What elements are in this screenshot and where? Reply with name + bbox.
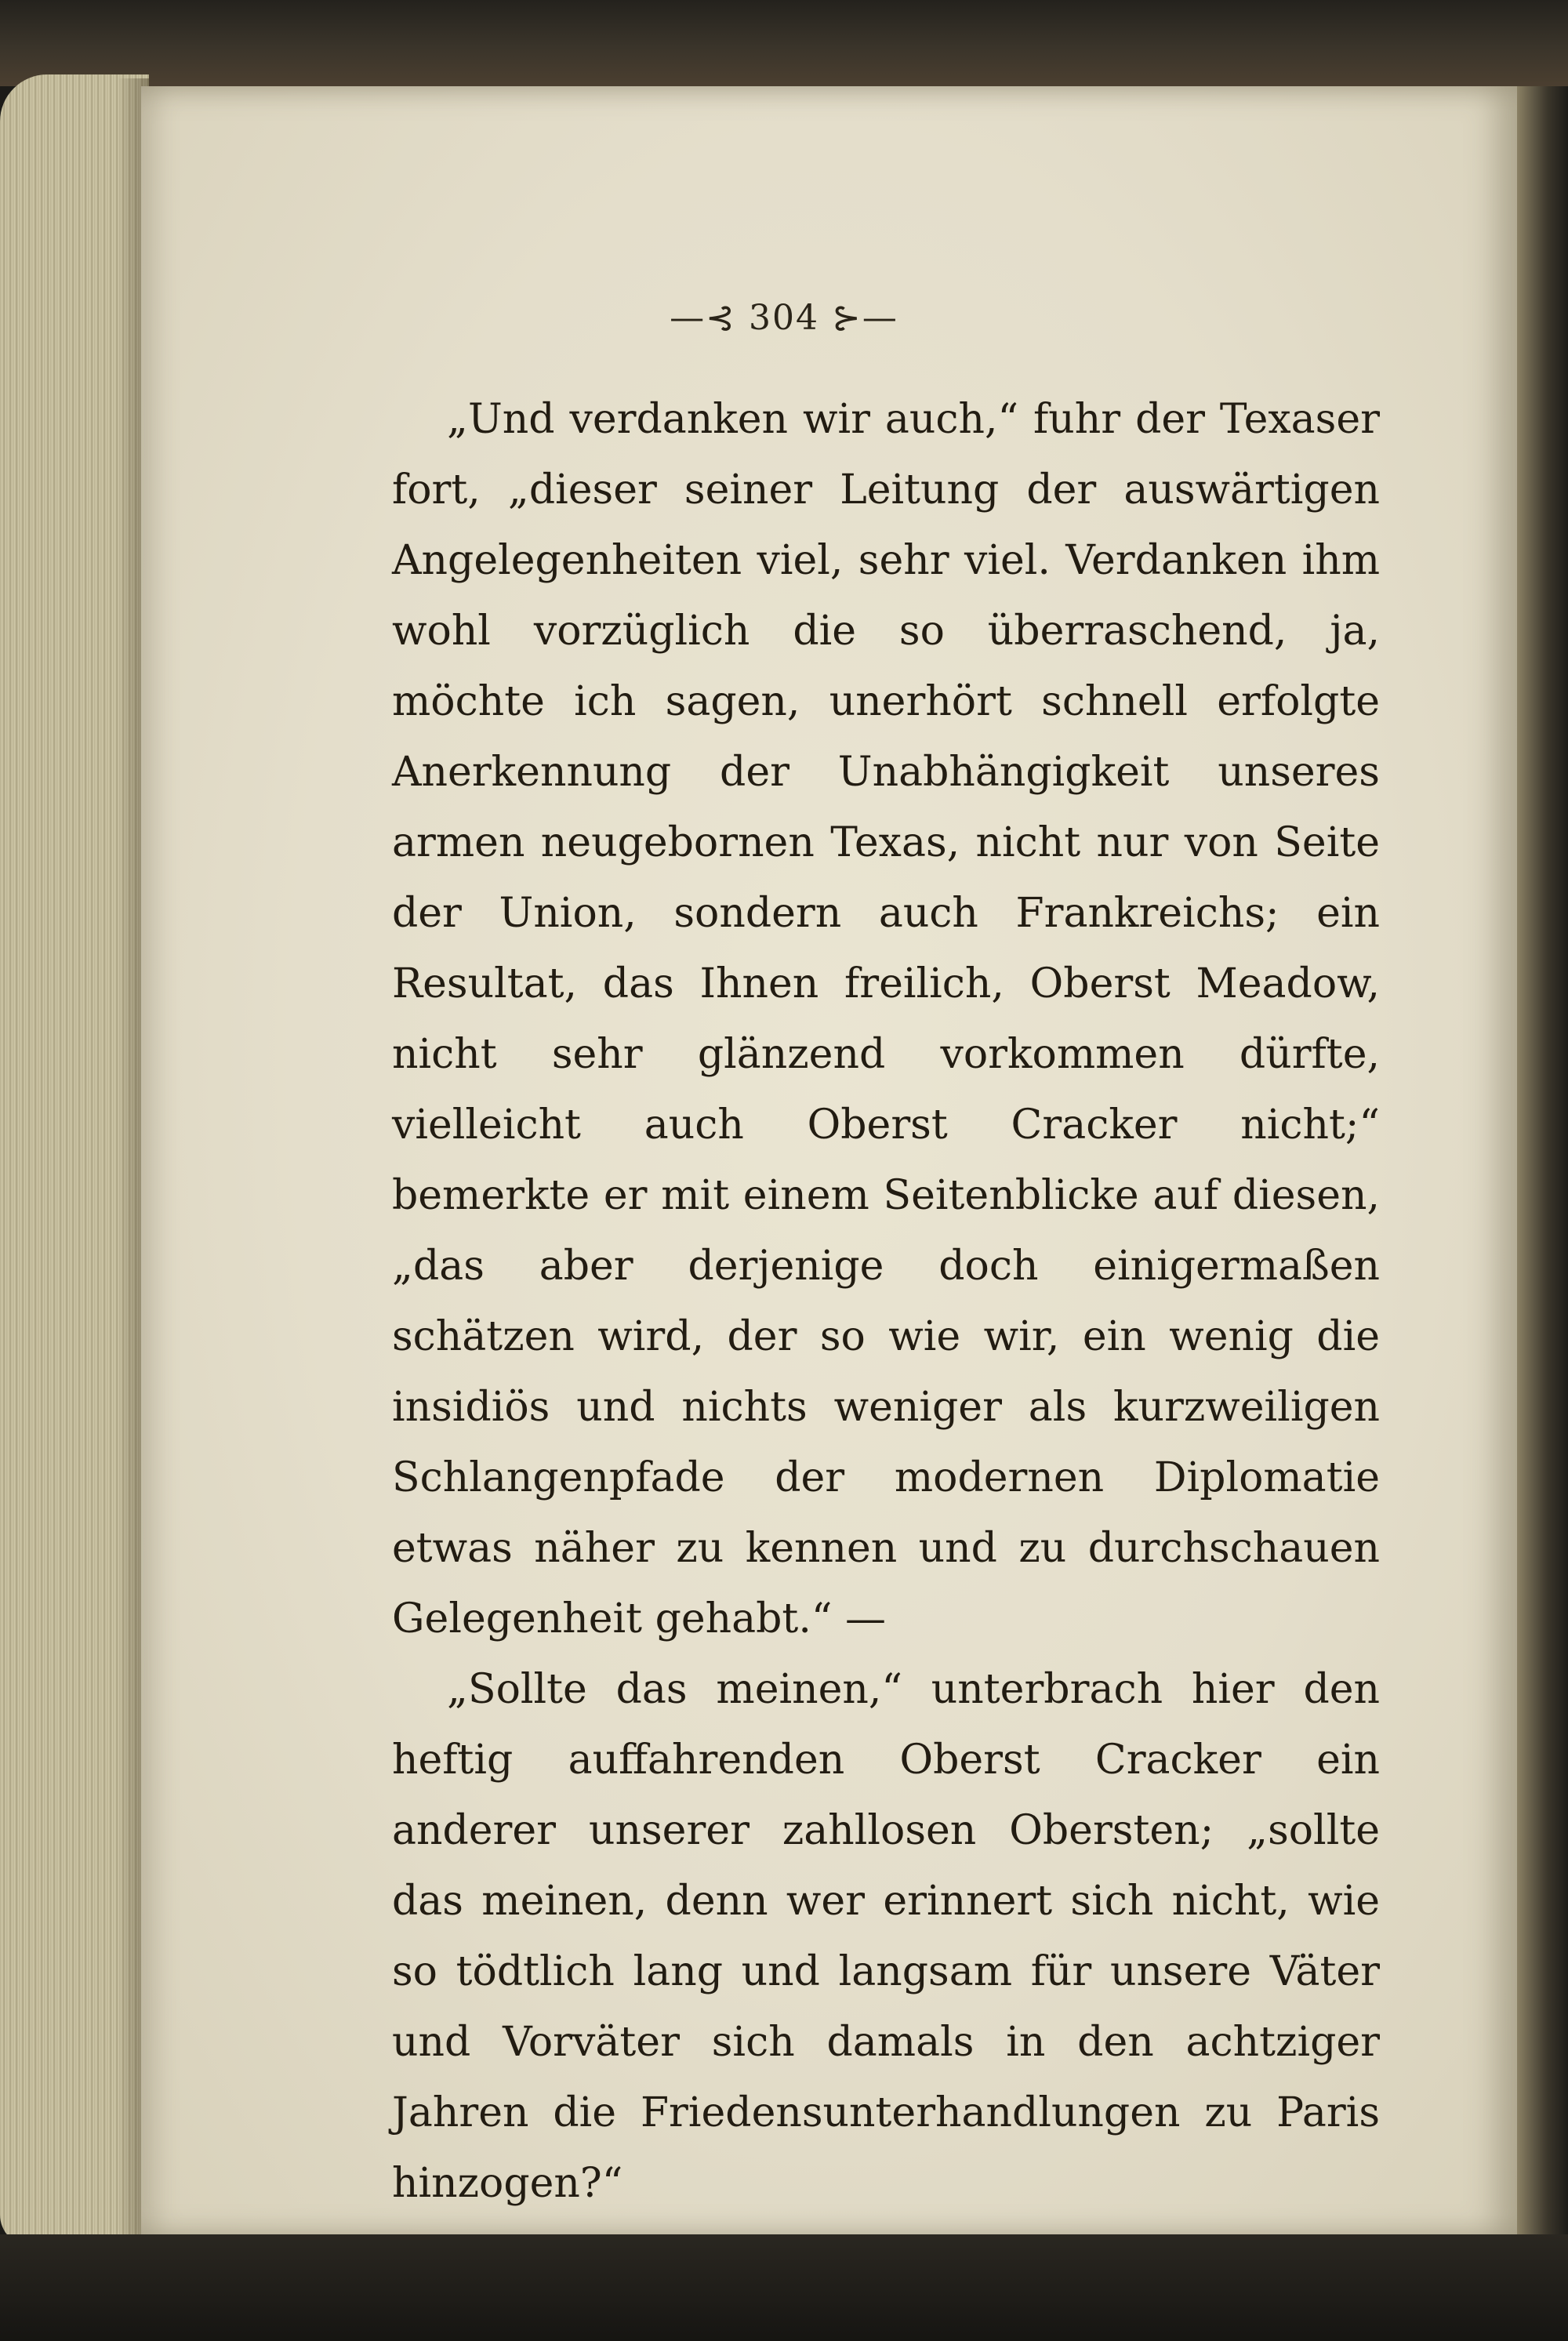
body-text: [392, 384, 1380, 2219]
book-cover-top: [0, 0, 1568, 86]
page-number-text: —⊰ 304 ⊱—: [670, 298, 898, 338]
paragraph-2: „Sollte das meinen,“ unterbrach hier den heftig auffahrenden Oberst Cracker ein anderer unserer zahllosen Obersten; „sollte das meinen, denn wer erinnert sich nicht, wie so tödtlich lang und langsam für unsere Väter und Vorväter sich damals in den achtziger Jahren die Friedensunterhandlungen zu Paris hinzogen?“: [392, 1666, 1380, 2207]
page-number: [0, 298, 1568, 338]
paragraph-1: „Und verdanken wir auch,“ fuhr der Texaser fort, „dieser seiner Leitung der auswärtigen Angelegenheiten viel, sehr viel. Verdanken ihm wohl vorzüglich die so überraschend, ja, möchte ich sagen, unerhört schnell erfolgte Anerkennung der Unabhängigkeit unseres armen neugebornen Texas, nicht nur von Seite der Union, sondern auch Frankreichs; ein Resultat, das Ihnen freilich, Oberst Meadow, nicht sehr glänzend vorkommen dürfte, vielleicht auch Oberst Cracker nicht;“ bemerkte er mit einem Seitenblicke auf diesen, „das aber derjenige doch einigermaßen schätzen wird, der so wie wir, ein wenig die insidiös und nichts weniger als kurzweiligen Schlangenpfade der modernen Diplomatie etwas näher zu kennen und zu durchschauen Gelegenheit gehabt.“ —: [392, 396, 1380, 1642]
page-right-edge: [1517, 86, 1568, 2238]
scan-background-bottom: [0, 2234, 1568, 2341]
